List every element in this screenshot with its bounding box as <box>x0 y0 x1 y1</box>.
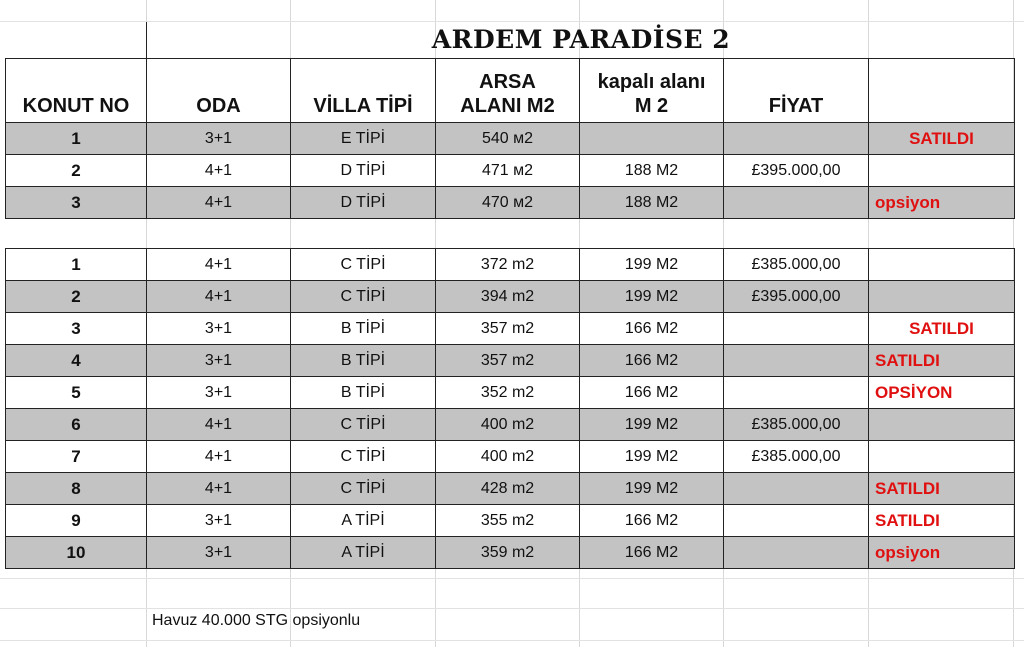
arsa-alani-cell: 357 m2 <box>436 345 580 377</box>
table-row <box>6 537 1015 569</box>
konut-no-cell: 3 <box>6 187 147 219</box>
villa-tipi-cell: B TİPİ <box>291 313 436 345</box>
oda-cell: 4+1 <box>147 281 291 313</box>
oda-cell: 4+1 <box>147 187 291 219</box>
durum-cell <box>869 155 1015 187</box>
kapali-alani-cell: 199 M2 <box>580 281 724 313</box>
fiyat-cell: £385.000,00 <box>724 249 869 281</box>
konut-no-cell: 7 <box>6 441 147 473</box>
price-table-block-2 <box>5 248 1015 569</box>
arsa-alani-cell: 394 m2 <box>436 281 580 313</box>
fiyat-cell <box>724 537 869 569</box>
arsa-alani-cell: 470 м2 <box>436 187 580 219</box>
table-row <box>6 313 1015 345</box>
fiyat-cell <box>724 345 869 377</box>
konut-no-cell: 10 <box>6 537 147 569</box>
fiyat-cell <box>724 187 869 219</box>
konut-no-cell: 2 <box>6 155 147 187</box>
villa-tipi-cell: C TİPİ <box>291 441 436 473</box>
kapali-alani-cell <box>580 123 724 155</box>
header-fiyat: FİYAT <box>724 59 869 123</box>
villa-tipi-cell: E TİPİ <box>291 123 436 155</box>
fiyat-cell: £395.000,00 <box>724 155 869 187</box>
header-row <box>6 59 1015 123</box>
oda-cell: 3+1 <box>147 505 291 537</box>
villa-tipi-cell: B TİPİ <box>291 377 436 409</box>
kapali-alani-cell: 188 M2 <box>580 187 724 219</box>
durum-cell <box>869 409 1015 441</box>
kapali-alani-cell: 166 M2 <box>580 505 724 537</box>
villa-tipi-cell: C TİPİ <box>291 473 436 505</box>
arsa-alani-cell: 428 m2 <box>436 473 580 505</box>
table-row <box>6 155 1015 187</box>
villa-tipi-cell: D TİPİ <box>291 155 436 187</box>
kapali-alani-cell: 199 M2 <box>580 409 724 441</box>
arsa-alani-cell: 352 m2 <box>436 377 580 409</box>
konut-no-cell: 6 <box>6 409 147 441</box>
table-row <box>6 281 1015 313</box>
konut-no-cell: 4 <box>6 345 147 377</box>
kapali-alani-cell: 166 M2 <box>580 377 724 409</box>
fiyat-cell: £385.000,00 <box>724 409 869 441</box>
table-row <box>6 123 1015 155</box>
fiyat-cell <box>724 313 869 345</box>
konut-no-cell: 9 <box>6 505 147 537</box>
oda-cell: 4+1 <box>147 473 291 505</box>
durum-cell: SATILDI <box>869 123 1015 155</box>
arsa-alani-cell: 400 m2 <box>436 409 580 441</box>
oda-cell: 3+1 <box>147 345 291 377</box>
villa-tipi-cell: B TİPİ <box>291 345 436 377</box>
arsa-alani-cell: 355 m2 <box>436 505 580 537</box>
arsa-alani-cell: 471 м2 <box>436 155 580 187</box>
arsa-alani-cell: 400 m2 <box>436 441 580 473</box>
header-arsa-alani <box>436 59 580 123</box>
arsa-alani-cell: 540 м2 <box>436 123 580 155</box>
header-kapali-alani <box>580 59 724 123</box>
arsa-alani-cell: 359 m2 <box>436 537 580 569</box>
oda-cell: 4+1 <box>147 249 291 281</box>
header-arsa-alani-label: ARSA ALANI M2 <box>460 71 555 117</box>
header-villa-tipi: VİLLA TİPİ <box>291 59 436 123</box>
header-oda: ODA <box>147 59 291 123</box>
konut-no-cell: 3 <box>6 313 147 345</box>
grid-line <box>0 640 1024 641</box>
durum-cell <box>869 249 1015 281</box>
table-row <box>6 441 1015 473</box>
villa-tipi-cell: C TİPİ <box>291 409 436 441</box>
fiyat-cell <box>724 123 869 155</box>
pool-note: Havuz 40.000 STG opsiyonlu <box>152 612 361 629</box>
konut-no-cell: 8 <box>6 473 147 505</box>
arsa-alani-cell: 357 m2 <box>436 313 580 345</box>
grid-line <box>0 578 1024 579</box>
table-row <box>6 409 1015 441</box>
konut-no-cell: 2 <box>6 281 147 313</box>
table-row <box>6 505 1015 537</box>
table-row <box>6 345 1015 377</box>
fiyat-cell: £395.000,00 <box>724 281 869 313</box>
durum-cell: OPSİYON <box>869 377 1015 409</box>
villa-tipi-cell: D TİPİ <box>291 187 436 219</box>
table-row <box>6 473 1015 505</box>
durum-cell: SATILDI <box>869 313 1015 345</box>
kapali-alani-cell: 166 M2 <box>580 537 724 569</box>
price-table-block-1 <box>5 58 1015 219</box>
kapali-alani-cell: 188 M2 <box>580 155 724 187</box>
konut-no-cell: 1 <box>6 249 147 281</box>
fiyat-cell <box>724 377 869 409</box>
header-konut-no: KONUT NO <box>6 59 147 123</box>
villa-tipi-cell: C TİPİ <box>291 249 436 281</box>
oda-cell: 3+1 <box>147 313 291 345</box>
oda-cell: 4+1 <box>147 155 291 187</box>
kapali-alani-cell: 166 M2 <box>580 345 724 377</box>
kapali-alani-cell: 199 M2 <box>580 249 724 281</box>
villa-tipi-cell: C TİPİ <box>291 281 436 313</box>
header-durum <box>869 59 1015 123</box>
durum-cell: opsiyon <box>869 537 1015 569</box>
table-row <box>6 187 1015 219</box>
gap-row <box>5 216 1014 247</box>
sheet-title: ARDEM PARADİSE 2 <box>146 22 1015 58</box>
durum-cell <box>869 441 1015 473</box>
kapali-alani-cell: 199 M2 <box>580 441 724 473</box>
villa-tipi-cell: A TİPİ <box>291 537 436 569</box>
fiyat-cell: £385.000,00 <box>724 441 869 473</box>
durum-cell: SATILDI <box>869 473 1015 505</box>
durum-cell: SATILDI <box>869 505 1015 537</box>
durum-cell <box>869 281 1015 313</box>
arsa-alani-cell: 372 m2 <box>436 249 580 281</box>
oda-cell: 4+1 <box>147 441 291 473</box>
fiyat-cell <box>724 505 869 537</box>
oda-cell: 3+1 <box>147 377 291 409</box>
fiyat-cell <box>724 473 869 505</box>
oda-cell: 3+1 <box>147 123 291 155</box>
oda-cell: 3+1 <box>147 537 291 569</box>
kapali-alani-cell: 199 M2 <box>580 473 724 505</box>
konut-no-cell: 1 <box>6 123 147 155</box>
konut-no-cell: 5 <box>6 377 147 409</box>
durum-cell: opsiyon <box>869 187 1015 219</box>
kapali-alani-cell: 166 M2 <box>580 313 724 345</box>
oda-cell: 4+1 <box>147 409 291 441</box>
villa-tipi-cell: A TİPİ <box>291 505 436 537</box>
header-kapali-alani-label: kapalı alanı M 2 <box>597 71 706 117</box>
table-row <box>6 377 1015 409</box>
durum-cell: SATILDI <box>869 345 1015 377</box>
grid-line <box>0 608 1024 609</box>
table-row <box>6 249 1015 281</box>
